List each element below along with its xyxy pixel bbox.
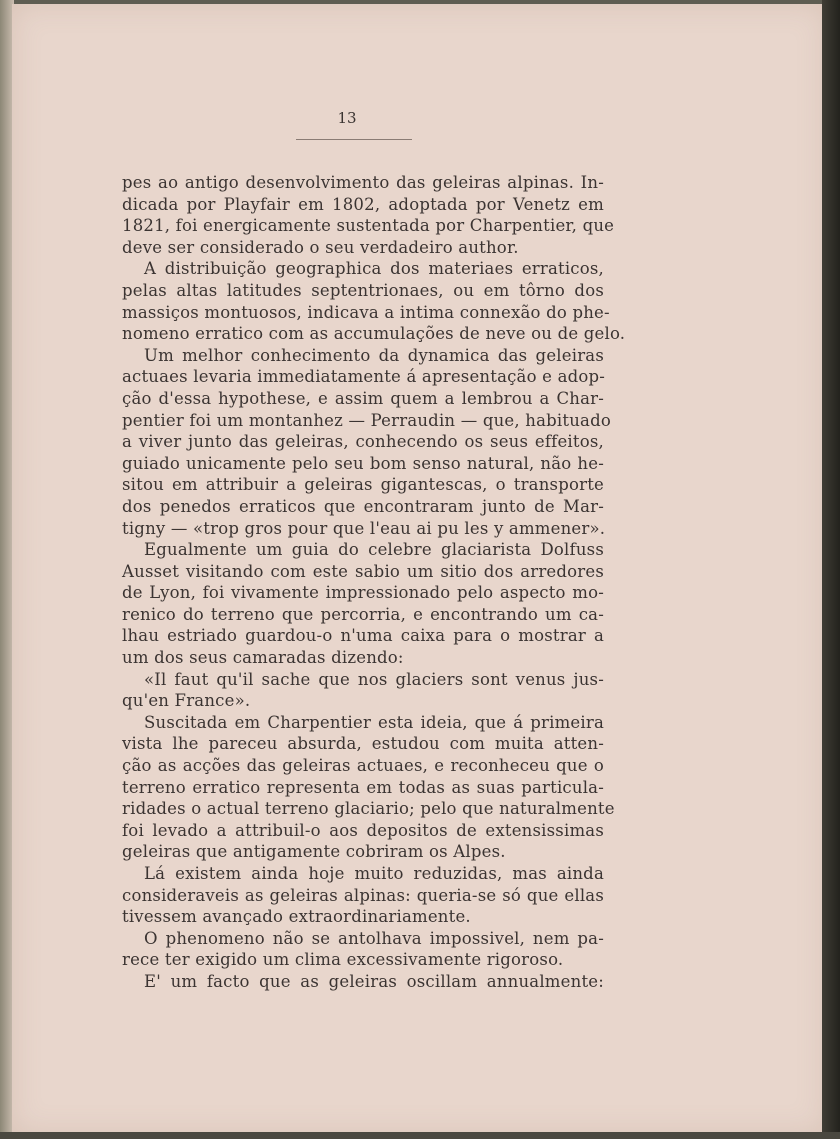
text-line: 1821, foi energicamente sustentada por Charpentier, que bbox=[122, 216, 615, 236]
text-line: tigny — «trop gros pour que l'eau ai pu les y ammener». bbox=[122, 518, 606, 538]
text-line: ção as acções das geleiras actuaes, e reconheceu que o bbox=[122, 756, 604, 776]
text-line: renico do terreno que percorria, e encontrando um ca- bbox=[122, 604, 604, 624]
page-bottom-edge bbox=[0, 1132, 840, 1139]
text-line: massiços montuosos, indicava a intima connexão do phe- bbox=[122, 302, 610, 322]
text-line: um dos seus camaradas dizendo: bbox=[122, 648, 404, 668]
text-line: E' um facto que as geleiras oscillam annualmente: bbox=[144, 971, 604, 991]
text-line: qu'en France». bbox=[122, 691, 251, 711]
text-line: dicada por Playfair em 1802, adoptada por Venetz em bbox=[122, 194, 604, 214]
text-line: pelas altas latitudes septentrionaes, ou em tôrno dos bbox=[122, 280, 604, 300]
text-line: rece ter exigido um clima excessivamente rigoroso. bbox=[122, 950, 564, 970]
text-line: sitou em attribuir a geleiras gigantescas, o transporte bbox=[122, 475, 604, 495]
text-line: Egualmente um guia do celebre glaciarista Dolfuss bbox=[144, 540, 604, 560]
text-line: a viver junto das geleiras, conhecendo os seus effeitos, bbox=[122, 432, 604, 452]
text-line: de Lyon, foi vivamente impressionado pelo aspecto mo- bbox=[122, 583, 604, 603]
text-line: guiado unicamente pelo seu bom senso natural, não he- bbox=[122, 453, 604, 473]
body-text bbox=[122, 172, 626, 993]
text-line: nomeno erratico com as accumulações de neve ou de gelo. bbox=[122, 324, 626, 344]
text-line: tivessem avançado extraordinariamente. bbox=[122, 907, 471, 927]
text-line: Lá existem ainda hoje muito reduzidas, mas ainda bbox=[144, 864, 604, 883]
text-line: geleiras que antigamente cobriram os Alpes. bbox=[122, 842, 506, 862]
text-line: Um melhor conhecimento da dynamica das geleiras bbox=[144, 345, 604, 365]
text-line: Suscitada em Charpentier esta ideia, que á primeira bbox=[144, 712, 604, 732]
text-line: O phenomeno não se antolhava impossivel, nem pa- bbox=[144, 928, 604, 948]
text-line: pentier foi um montanhez — Perraudin — que, habituado bbox=[122, 410, 611, 430]
page-number: 13 bbox=[337, 109, 357, 127]
text-line: dos penedos erraticos que encontraram junto de Mar- bbox=[122, 496, 604, 516]
text-line: pes ao antigo desenvolvimento das geleiras alpinas. In- bbox=[122, 173, 604, 192]
text-line: «Il faut qu'il sache que nos glaciers sont venus jus- bbox=[144, 669, 604, 689]
header-rule bbox=[296, 139, 412, 140]
text-line: actuaes levaria immediatamente á apresentação e adop- bbox=[122, 367, 606, 387]
text-line: ridades o actual terreno glaciario; pelo que naturalmente bbox=[122, 799, 615, 819]
page-right-edge bbox=[822, 0, 840, 1139]
text-line: Ausset visitando com este sabio um sitio dos arredores bbox=[122, 561, 604, 581]
text-line: lhau estriado guardou-o n'uma caixa para o mostrar a bbox=[122, 626, 604, 646]
text-line: terreno erratico representa em todas as suas particula- bbox=[122, 777, 604, 797]
text-line: A distribuição geographica dos materiaes erraticos, bbox=[144, 259, 604, 279]
text-line: deve ser considerado o seu verdadeiro author. bbox=[122, 237, 519, 257]
text-line: consideraveis as geleiras alpinas: queria-se só que ellas bbox=[122, 885, 604, 905]
text-line: ção d'essa hypothese, e assim quem a lembrou a Char- bbox=[122, 388, 604, 408]
text-line: foi levado a attribuil-o aos depositos de extensissimas bbox=[122, 820, 604, 840]
text-line: vista lhe pareceu absurda, estudou com muita atten- bbox=[122, 734, 604, 754]
